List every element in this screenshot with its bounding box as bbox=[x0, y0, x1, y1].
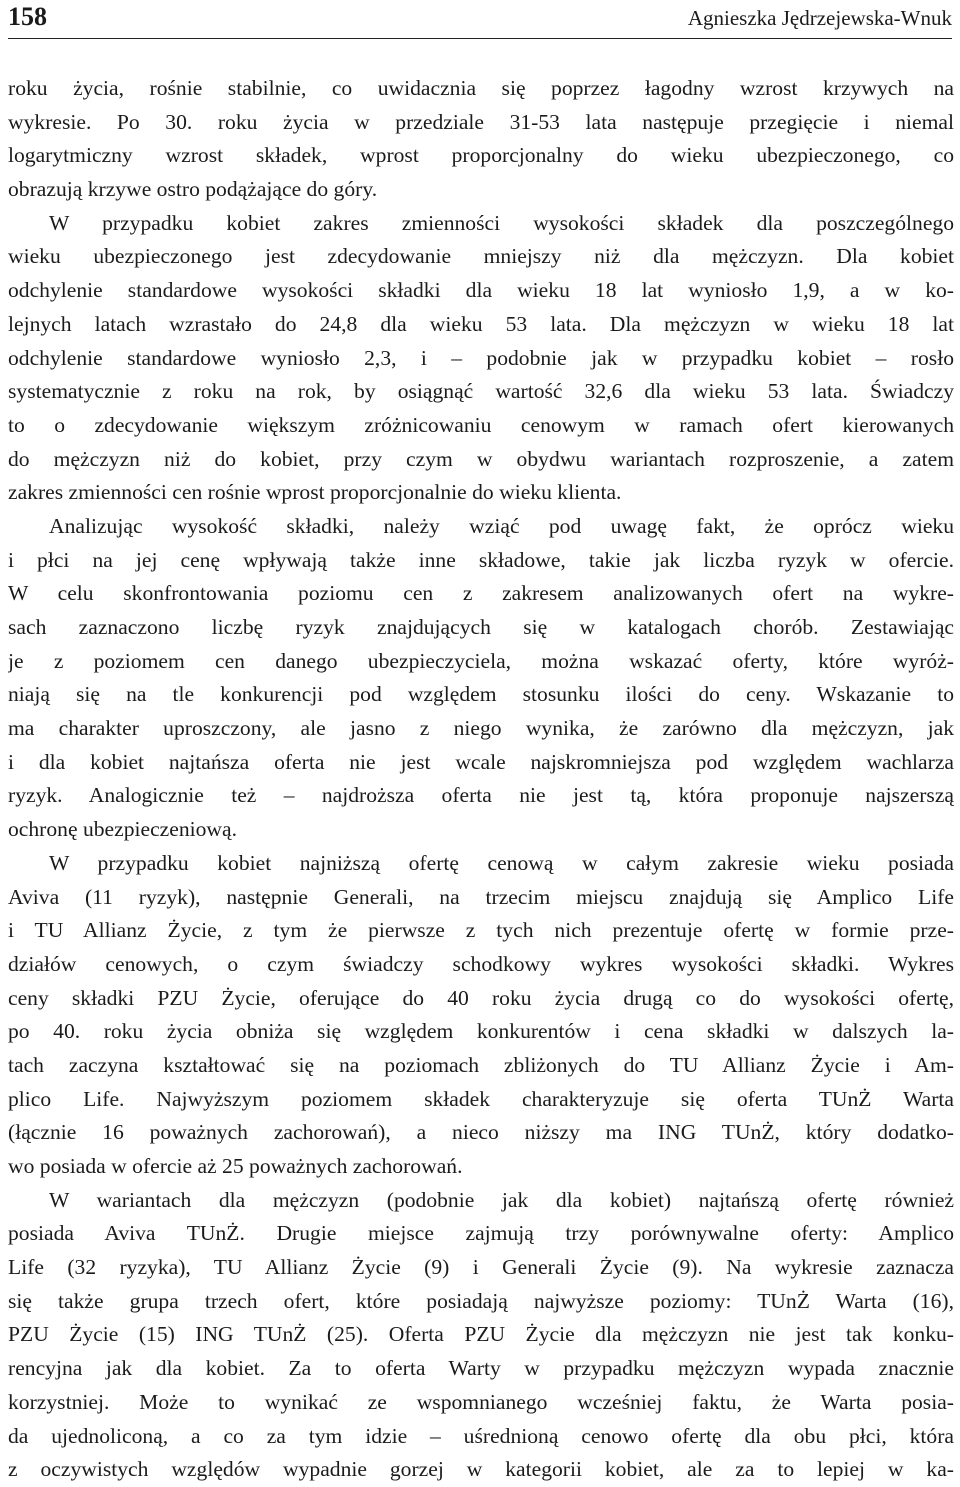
text-line: niają się na tle konkurencji pod względem stosunku ilości do ceny. Wskazanie to bbox=[8, 682, 954, 707]
text-line: W celu skonfrontowania poziomu cen z zakresem analizowanych ofert na wykre- bbox=[8, 581, 954, 606]
text-line: W przypadku kobiet zakres zmienności wysokości składek dla poszczególnego bbox=[49, 210, 954, 235]
text-line: działów cenowych, o czym świadczy schodkowy wykres wysokości składki. Wykres bbox=[8, 951, 954, 976]
text-line: Analizując wysokość składki, należy wziąć pod uwagę fakt, że oprócz wieku bbox=[49, 513, 954, 538]
text-line: sach zaznaczono liczbę ryzyk znajdujących się w katalogach chorób. Zestawiając bbox=[8, 615, 954, 639]
text-line: Aviva (11 ryzyk), następnie Generali, na trzecim miejscu znajdują się Amplico Life bbox=[8, 884, 954, 909]
text-line: zakres zmienności cen rośnie wprost proporcjonalnie do wieku klienta. bbox=[8, 480, 622, 505]
text-line: systematycznie z roku na rok, by osiągnąć wartość 32,6 dla wieku 53 lata. Świadczy bbox=[8, 379, 954, 404]
text-line: tach zaczyna kształtować się na poziomach zbliżonych do TU Allianz Życie i Am- bbox=[8, 1052, 954, 1077]
text-line: odchylenie standardowe wysokości składki dla wieku 18 lat wyniosło 1,9, a w ko- bbox=[8, 278, 954, 303]
text-line: posiada Aviva TUnŻ. Drugie miejsce zajmują trzy porównywalne oferty: Amplico bbox=[8, 1221, 954, 1246]
header-rule bbox=[8, 38, 952, 39]
text-line: ma charakter uproszczony, ale jasno z niego wynika, że zarówno dla mężczyzn, jak bbox=[8, 716, 954, 741]
text-line: z oczywistych względów wypadnie gorzej w kategorii kobiet, ale za to lepiej w ka- bbox=[8, 1457, 954, 1482]
text-line: ochronę ubezpieczeniową. bbox=[8, 817, 238, 842]
text-line: je z poziomem cen danego ubezpieczyciela, można wskazać oferty, które wyróż- bbox=[8, 648, 954, 673]
text-line: Life (32 ryzyka), TU Allianz Życie (9) i Generali Życie (9). Na wykresie zaznacza bbox=[8, 1255, 954, 1280]
text-line: da ujednoliconą, a co za tym idzie – uśrednioną cenowo ofertę dla obu płci, która bbox=[8, 1423, 954, 1448]
text-line: i dla kobiet najtańsza oferta nie jest wcale najskromniejsza pod względem wachlarza bbox=[8, 749, 954, 774]
running-head-author: Agnieszka Jędrzejewska-Wnuk bbox=[687, 6, 952, 30]
text-line: plico Life. Najwyższym poziomem składek charakteryzuje się oferta TUnŻ Warta bbox=[8, 1086, 954, 1111]
text-line: i płci na jej cenę wpływają także inne składowe, takie jak liczba ryzyk w ofercie. bbox=[8, 547, 954, 572]
text-line: W wariantach dla mężczyzn (podobnie jak dla kobiet) najtańszą ofertę również bbox=[49, 1187, 954, 1212]
text-line: PZU Życie (15) ING TUnŻ (25). Oferta PZU Życie dla mężczyzn nie jest tak konku- bbox=[8, 1322, 954, 1347]
text-line: ceny składki PZU Życie, oferujące do 40 roku życia drugą co do wysokości ofertę, bbox=[8, 985, 954, 1010]
text-line: wieku ubezpieczonego jest zdecydowanie mniejszy niż dla mężczyzn. Dla kobiet bbox=[8, 244, 954, 269]
text-line: (łącznie 16 poważnych zachorowań), a nieco niższy ma ING TUnŻ, który dodatko- bbox=[8, 1120, 954, 1145]
text-line: wo posiada w ofercie aż 25 poważnych zachorowań. bbox=[8, 1154, 463, 1178]
body-text bbox=[8, 72, 954, 1487]
text-line: ryzyk. Analogicznie też – najdroższa oferta nie jest tą, która proponuje najszerszą bbox=[8, 783, 954, 808]
text-line: i TU Allianz Życie, z tym że pierwsze z tych nich prezentuje ofertę w formie prze- bbox=[8, 918, 954, 943]
text-line: logarytmiczny wzrost składek, wprost proporcjonalny do wieku ubezpieczonego, co bbox=[8, 143, 954, 168]
text-line: wykresie. Po 30. roku życia w przedziale 31-53 lata następuje przegięcie i niemal bbox=[8, 109, 954, 134]
text-line: korzystniej. Może to wynikać ze wspomnianego wcześniej faktu, że Warta posia- bbox=[8, 1389, 954, 1414]
text-line: roku życia, rośnie stabilnie, co uwidacznia się poprzez łagodny wzrost krzywych na bbox=[8, 76, 954, 100]
text-line: po 40. roku życia obniża się względem konkurentów i cena składki w dalszych la- bbox=[8, 1019, 954, 1044]
text-line: to o zdecydowanie większym zróżnicowaniu cenowym w ramach ofert kierowanych bbox=[8, 412, 954, 437]
text-line: do mężczyzn niż do kobiet, przy czym w obydwu wariantach rozproszenie, a zatem bbox=[8, 446, 954, 471]
text-line: się także grupa trzech ofert, które posiadają najwyższe poziomy: TUnŻ Warta (16), bbox=[8, 1288, 954, 1313]
text-line: W przypadku kobiet najniższą ofertę cenową w całym zakresie wieku posiada bbox=[49, 850, 954, 875]
running-header bbox=[8, 0, 952, 38]
page-number: 158 bbox=[8, 2, 47, 31]
text-line: lejnych latach wzrastało do 24,8 dla wieku 53 lata. Dla mężczyzn w wieku 18 lat bbox=[8, 311, 954, 336]
text-line: rencyjna jak dla kobiet. Za to oferta Warty w przypadku mężczyzn wypada znacznie bbox=[8, 1356, 954, 1381]
text-line: odchylenie standardowe wyniosło 2,3, i – podobnie jak w przypadku kobiet – rosło bbox=[8, 345, 954, 370]
text-line: obrazują krzywe ostro podążające do góry. bbox=[8, 177, 378, 202]
